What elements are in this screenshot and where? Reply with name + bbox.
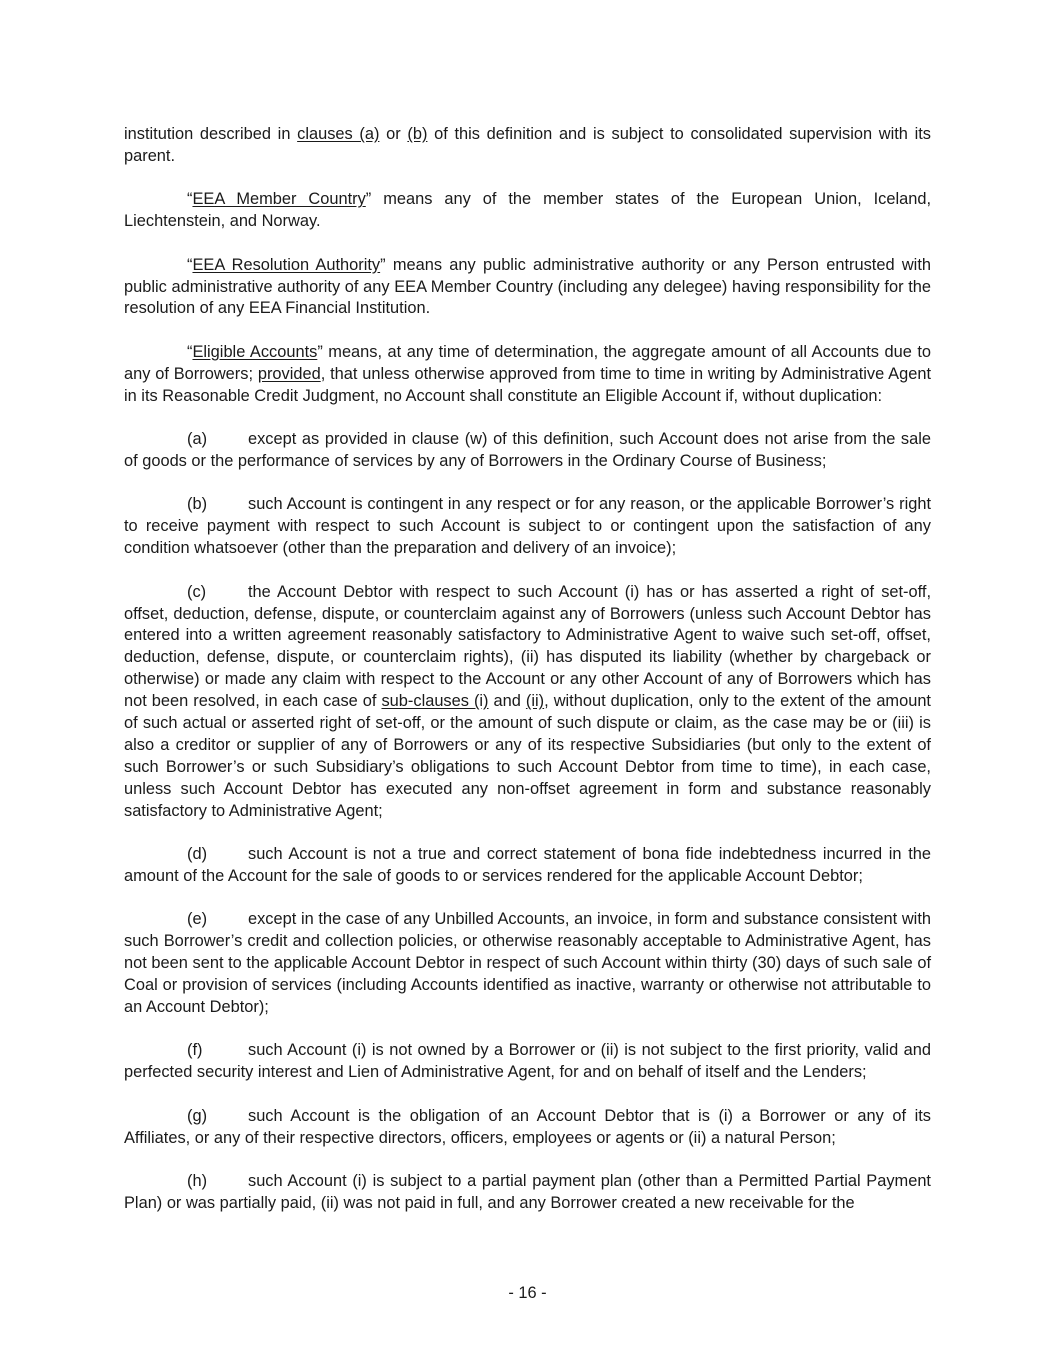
- clause-a: (a) except as provided in clause (w) of this definition, such Account does not arise from the sale of goods or the performance of services by any of Borrowers in the Ordinary Course of Business;: [124, 430, 931, 470]
- sub-clause-reference: (ii): [525, 692, 545, 711]
- clause-label: (b): [187, 495, 208, 514]
- clause-d: (d) such Account is not a true and correct statement of bona fide indebtedness incurred in the amount of the Account for the sale of goods to or services rendered for the applicable Account Debtor;: [124, 845, 931, 885]
- provided-term: provided: [257, 364, 321, 383]
- definition-eligible-accounts: “Eligible Accounts” means, at any time of determination, the aggregate amount of all Accounts due to any of Borrowers; provided, that unless otherwise approved from time to time in writing by Administrative Agent in its Reasonable Credit Judgment, no Account shall constitute an Eligible Account if, without duplication:: [124, 342, 932, 405]
- clause-label: (f): [187, 1041, 203, 1060]
- page-number: - 16 -: [508, 1284, 547, 1302]
- definition-eea-member-country: “EEA Member Country” means any of the member states of the European Union, Iceland, Liechtenstein, and Norway.: [124, 190, 931, 231]
- clause-reference: clauses (a): [297, 125, 380, 143]
- clause-c: (c) the Account Debtor with respect to such Account (i) has or has asserted a right of set-off, offset, deduction, defense, dispute, or counterclaim against any of Borrowers (unless such Account Debtor has entered into a written agreement reasonably satisfactory to Administrative Agent to waive such set-off, offset, deduction, defense, dispute, or counterclaim rights), (ii) has disputed its liability (whether by chargeback or otherwise) or made any claim with respect to the Account or any other Account of any of Borrowers which has not been resolved, in each case of sub-clauses (i) and (ii), without duplication, only to the extent of the amount of such actual or asserted right of set-off, or the amount of such dispute or claim, as the case may be or (iii) is also a creditor or supplier of any of Borrowers or any of its respective Subsidiaries (but only to the extent of such Borrower’s or such Subsidiary’s obligations to such Account Debtor from time to time), in each case, unless such Account Debtor has executed any non-offset agreement in form and substance reasonably satisfactory to Administrative Agent;: [124, 582, 931, 820]
- clause-g: (g) such Account is the obligation of an Account Debtor that is (i) a Borrower or any of its Affiliates, or any of their respective directors, officers, employees or agents or (ii) a natural Person;: [124, 1106, 931, 1147]
- defined-term: EEA Member Country: [192, 190, 366, 209]
- clause-h: (h) such Account (i) is subject to a partial payment plan (other than a Permitted Partial Payment Plan) or was partially paid, (ii) was not paid in full, and any Borrower created a new receivable for the: [124, 1172, 931, 1212]
- defined-term: EEA Resolution Authority: [192, 255, 381, 274]
- clause-label: (g): [187, 1106, 208, 1125]
- clause-label: (c): [187, 582, 207, 601]
- definition-eea-resolution-authority: “EEA Resolution Authority” means any public administrative authority or any Person entrusted with public administrative authority of any EEA Member Country (including any delegee) having responsibility for the resolution of any EEA Financial Institution.: [124, 255, 931, 318]
- clause-label: (h): [187, 1172, 208, 1191]
- clause-label: (e): [187, 910, 208, 929]
- clause-reference: (b): [407, 125, 428, 143]
- clause-e: (e) except in the case of any Unbilled Accounts, an invoice, in form and substance consistent with such Borrower’s credit and collection policies, or otherwise reasonably acceptable to Administrative Agent, has not been sent to the applicable Account Debtor in respect of such Account within thirty (30) days of such sale of Coal or provision of services (including Accounts identified as inactive, warranty or otherwise not attributable to an Account Debtor);: [124, 910, 931, 1016]
- defined-term: Eligible Accounts: [192, 342, 318, 361]
- document-body: [124, 124, 931, 1236]
- sub-clause-reference: sub-clauses (i): [381, 692, 489, 711]
- intro-paragraph: institution described in clauses (a) or (b) of this definition and is subject to consolidated supervision with its parent.: [124, 125, 931, 165]
- clause-b: (b) such Account is contingent in any respect or for any reason, or the applicable Borrower’s right to receive payment with respect to such Account is subject to or contingent upon the satisfaction of any condition whatsoever (other than the preparation and delivery of an invoice);: [124, 495, 931, 558]
- clause-label: (a): [187, 430, 208, 449]
- clause-label: (d): [187, 845, 208, 864]
- clause-f: (f) such Account (i) is not owned by a Borrower or (ii) is not subject to the first priority, valid and perfected security interest and Lien of Administrative Agent, for and on behalf of itself and the Lenders;: [124, 1041, 931, 1082]
